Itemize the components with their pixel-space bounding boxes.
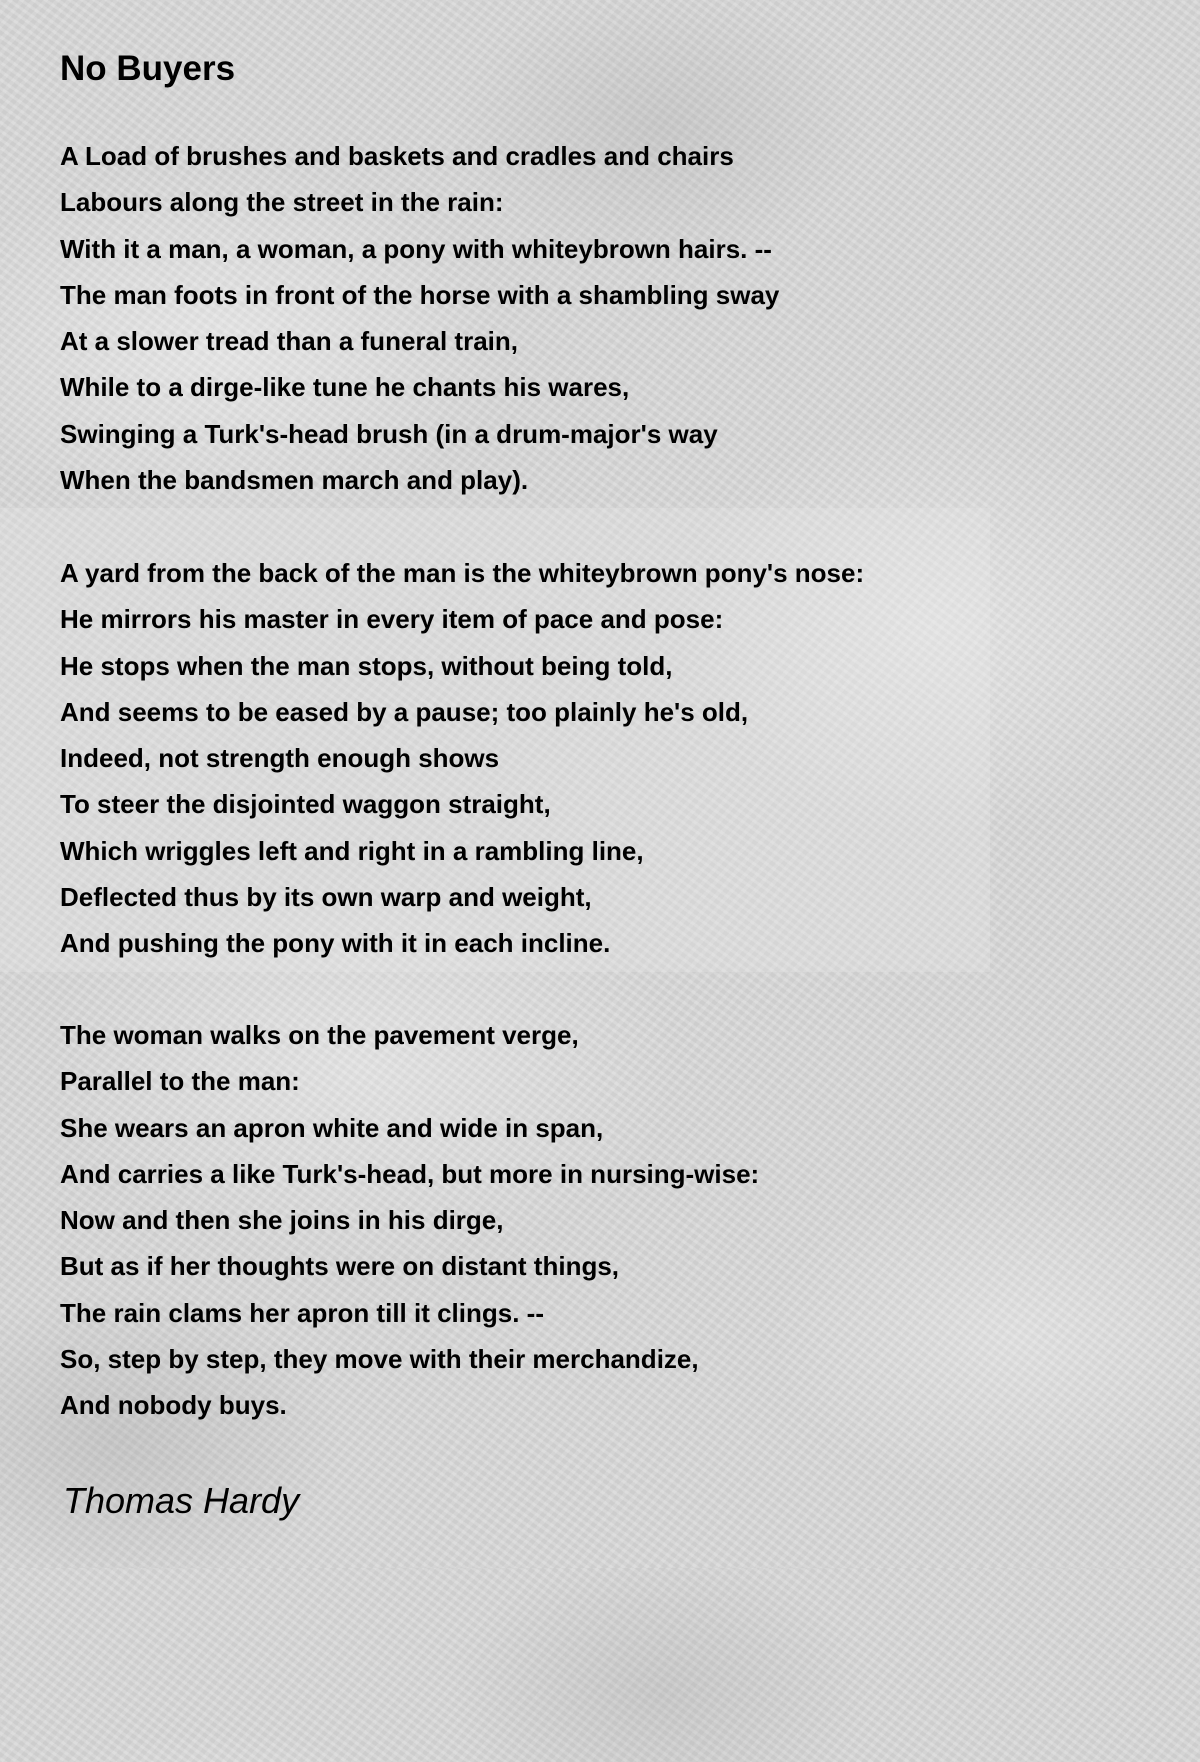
poem-line: But as if her thoughts were on distant things,	[60, 1251, 620, 1282]
poem-line: Which wriggles left and right in a rambling line,	[60, 835, 644, 866]
poem-line: And nobody buys.	[60, 1390, 287, 1421]
poem-line: He mirrors his master in every item of pace and pose:	[60, 604, 724, 635]
poem-line: Indeed, not strength enough shows	[60, 743, 500, 774]
poem-line: At a slower tread than a funeral train,	[60, 326, 518, 357]
poem-line: Now and then she joins in his dirge,	[60, 1205, 504, 1236]
poem-author: Thomas Hardy	[63, 1480, 300, 1521]
poem-line: With it a man, a woman, a pony with whiteybrown hairs. --	[60, 233, 772, 264]
poem-line: A Load of brushes and baskets and cradles and chairs	[60, 141, 734, 171]
poem-line: And seems to be eased by a pause; too plainly he's old,	[60, 696, 749, 727]
stanza-2	[60, 550, 864, 967]
poem-line: A yard from the back of the man is the whiteybrown pony's nose:	[60, 558, 865, 588]
poem-line: The woman walks on the pavement verge,	[60, 1020, 579, 1050]
poem-line: Labours along the street in the rain:	[60, 187, 504, 218]
stanza-3	[60, 1012, 759, 1429]
poem-line: Swinging a Turk's-head brush (in a drum-major's way	[60, 418, 718, 449]
poem-line: While to a dirge-like tune he chants his wares,	[60, 372, 630, 403]
poem-line: He stops when the man stops, without being told,	[60, 650, 673, 681]
poem-title: No Buyers	[60, 49, 236, 88]
poem-line: And carries a like Turk's-head, but more in nursing-wise:	[60, 1158, 760, 1189]
poem-line: So, step by step, they move with their merchandize,	[60, 1344, 699, 1375]
poem-line: The rain clams her apron till it clings. --	[60, 1297, 544, 1328]
poem-line: When the bandsmen march and play).	[60, 465, 529, 496]
poem-line: She wears an apron white and wide in span,	[60, 1112, 604, 1143]
poem-line: To steer the disjointed waggon straight,	[60, 789, 551, 820]
poem-line: Parallel to the man:	[60, 1066, 300, 1097]
poem-line: Deflected thus by its own warp and weight,	[60, 882, 592, 913]
poem-line: The man foots in front of the horse with a shambling sway	[60, 279, 780, 310]
poem-line: And pushing the pony with it in each incline.	[60, 928, 611, 959]
stanza-1	[60, 133, 779, 503]
